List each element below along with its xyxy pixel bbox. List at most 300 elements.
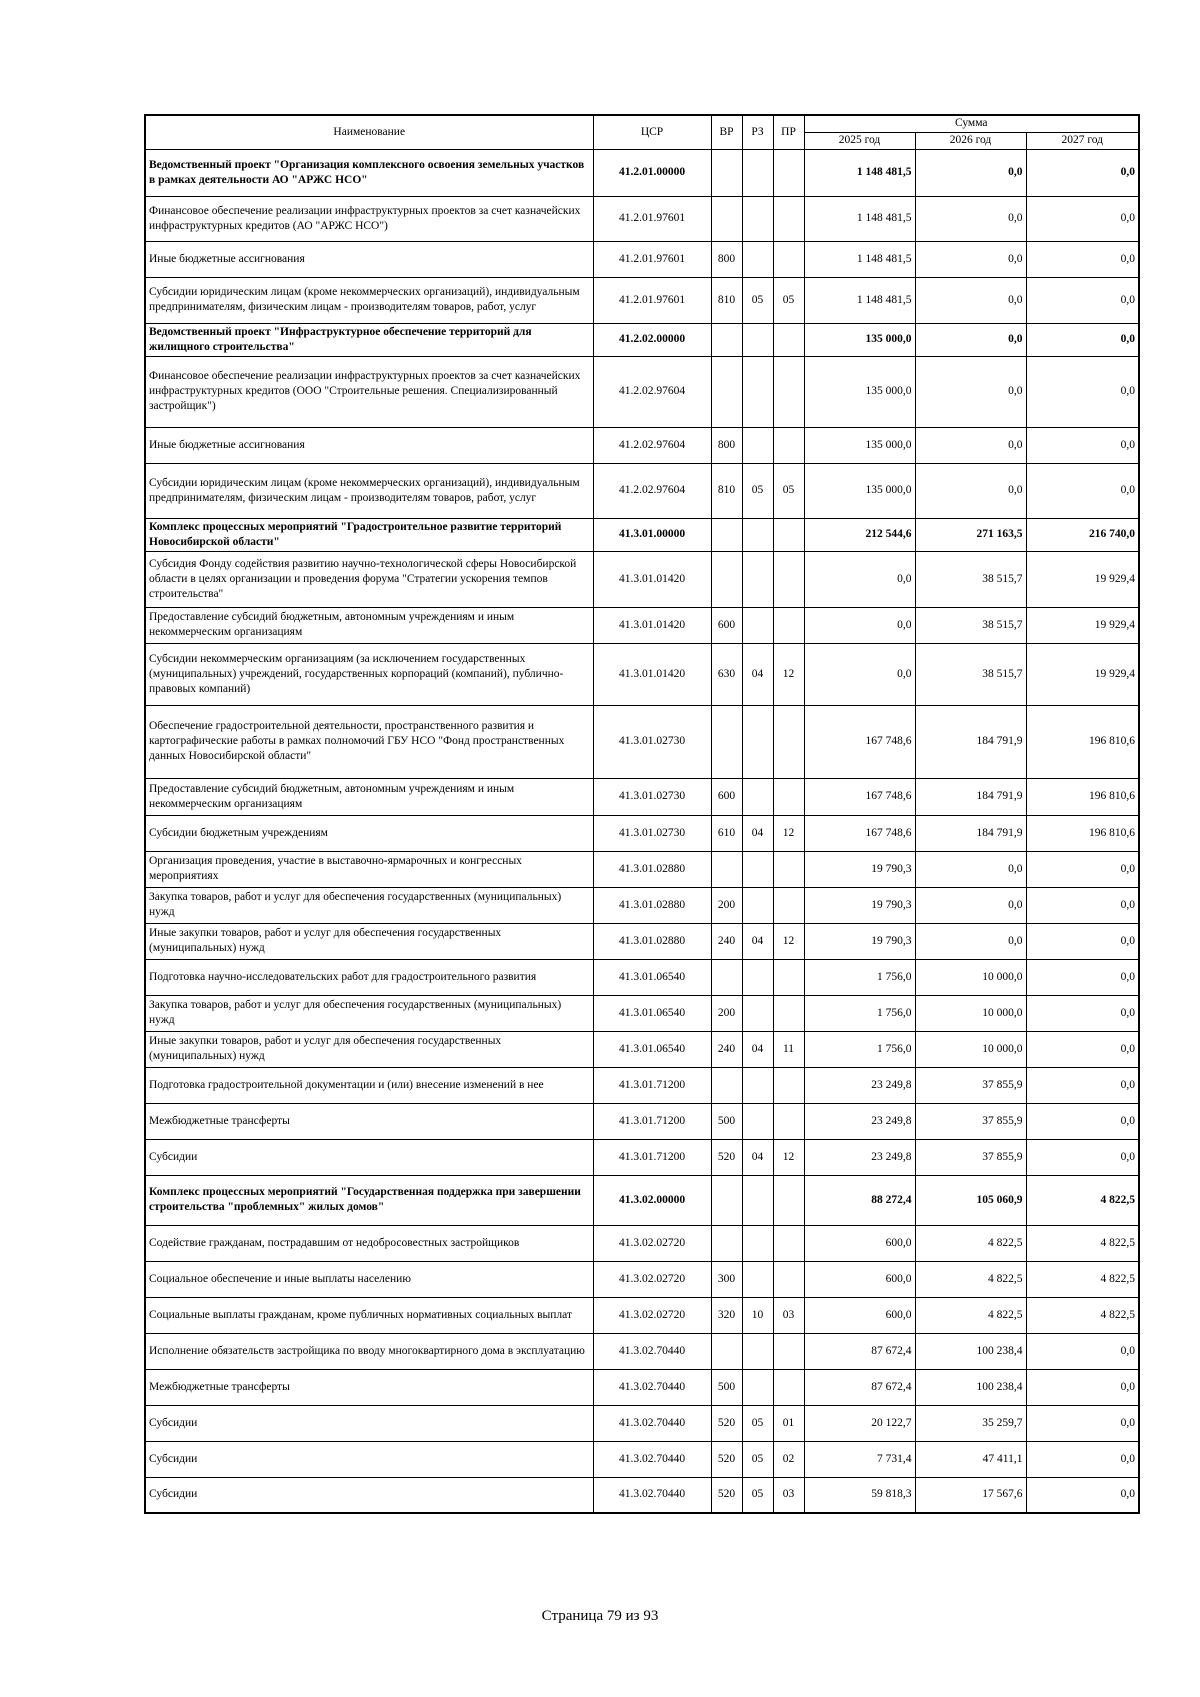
row-rz bbox=[742, 1175, 773, 1225]
row-vr: 610 bbox=[711, 815, 742, 851]
row-name: Организация проведения, участие в выставочно-ярмарочных и конгрессных мероприятиях bbox=[145, 851, 593, 887]
row-pr bbox=[773, 887, 804, 923]
row-csr: 41.3.02.70440 bbox=[593, 1441, 711, 1477]
table-row bbox=[145, 851, 1139, 887]
row-amount-2026: 10 000,0 bbox=[915, 995, 1026, 1031]
table-row bbox=[145, 1139, 1139, 1175]
header-name: Наименование bbox=[145, 115, 593, 149]
row-amount-2026: 17 567,6 bbox=[915, 1477, 1026, 1513]
row-amount-2026: 37 855,9 bbox=[915, 1103, 1026, 1139]
row-amount-2027: 0,0 bbox=[1026, 463, 1139, 518]
row-vr: 600 bbox=[711, 778, 742, 815]
row-name: Обеспечение градостроительной деятельности, пространственного развития и картографические работы в рамках полномочий ГБУ НСО "Фонд пространственных данных Новосибирской области" bbox=[145, 705, 593, 778]
table-row bbox=[145, 149, 1139, 196]
row-amount-2027: 4 822,5 bbox=[1026, 1297, 1139, 1333]
table-row bbox=[145, 277, 1139, 323]
table-row bbox=[145, 1175, 1139, 1225]
row-csr: 41.3.01.02730 bbox=[593, 815, 711, 851]
row-amount-2025: 23 249,8 bbox=[804, 1103, 915, 1139]
row-vr: 500 bbox=[711, 1103, 742, 1139]
table-row bbox=[145, 1103, 1139, 1139]
row-amount-2025: 135 000,0 bbox=[804, 356, 915, 427]
row-pr bbox=[773, 705, 804, 778]
row-amount-2027: 0,0 bbox=[1026, 1067, 1139, 1103]
row-vr bbox=[711, 356, 742, 427]
row-amount-2025: 19 790,3 bbox=[804, 851, 915, 887]
row-name: Предоставление субсидий бюджетным, автономным учреждениям и иным некоммерческим организациям bbox=[145, 778, 593, 815]
row-csr: 41.3.01.06540 bbox=[593, 995, 711, 1031]
row-rz bbox=[742, 551, 773, 607]
row-name: Субсидии bbox=[145, 1405, 593, 1441]
row-pr bbox=[773, 778, 804, 815]
row-amount-2026: 184 791,9 bbox=[915, 778, 1026, 815]
row-name: Субсидии бюджетным учреждениям bbox=[145, 815, 593, 851]
row-name: Содействие гражданам, пострадавшим от недобросовестных застройщиков bbox=[145, 1225, 593, 1261]
row-rz bbox=[742, 196, 773, 241]
row-amount-2025: 0,0 bbox=[804, 643, 915, 705]
table-row bbox=[145, 778, 1139, 815]
row-pr bbox=[773, 1261, 804, 1297]
row-amount-2027: 4 822,5 bbox=[1026, 1175, 1139, 1225]
row-csr: 41.3.01.00000 bbox=[593, 518, 711, 551]
row-rz: 04 bbox=[742, 923, 773, 959]
row-amount-2025: 600,0 bbox=[804, 1261, 915, 1297]
row-pr: 02 bbox=[773, 1441, 804, 1477]
row-vr bbox=[711, 851, 742, 887]
row-amount-2026: 184 791,9 bbox=[915, 815, 1026, 851]
row-amount-2025: 0,0 bbox=[804, 607, 915, 643]
row-vr: 810 bbox=[711, 277, 742, 323]
row-pr: 12 bbox=[773, 1139, 804, 1175]
row-pr bbox=[773, 196, 804, 241]
row-amount-2027: 0,0 bbox=[1026, 1139, 1139, 1175]
row-name: Межбюджетные трансферты bbox=[145, 1103, 593, 1139]
row-name: Финансовое обеспечение реализации инфраструктурных проектов за счет казначейских инфраструктурных кредитов (ООО "Строительные решения. Специализированный застройщик") bbox=[145, 356, 593, 427]
row-amount-2025: 87 672,4 bbox=[804, 1333, 915, 1369]
row-csr: 41.2.01.97601 bbox=[593, 277, 711, 323]
row-csr: 41.3.01.02730 bbox=[593, 778, 711, 815]
row-amount-2026: 100 238,4 bbox=[915, 1333, 1026, 1369]
row-pr: 03 bbox=[773, 1477, 804, 1513]
row-amount-2026: 10 000,0 bbox=[915, 959, 1026, 995]
row-amount-2025: 600,0 bbox=[804, 1297, 915, 1333]
row-vr bbox=[711, 149, 742, 196]
row-amount-2027: 0,0 bbox=[1026, 959, 1139, 995]
row-name: Субсидии bbox=[145, 1139, 593, 1175]
row-pr bbox=[773, 1333, 804, 1369]
row-amount-2026: 0,0 bbox=[915, 463, 1026, 518]
row-csr: 41.2.02.97604 bbox=[593, 356, 711, 427]
row-amount-2025: 135 000,0 bbox=[804, 463, 915, 518]
row-csr: 41.3.01.06540 bbox=[593, 959, 711, 995]
row-rz bbox=[742, 1103, 773, 1139]
row-amount-2027: 19 929,4 bbox=[1026, 607, 1139, 643]
row-rz bbox=[742, 241, 773, 277]
row-amount-2026: 0,0 bbox=[915, 851, 1026, 887]
row-amount-2025: 167 748,6 bbox=[804, 815, 915, 851]
row-amount-2026: 35 259,7 bbox=[915, 1405, 1026, 1441]
page-number: Страница 79 из 93 bbox=[541, 1608, 659, 1624]
row-rz: 04 bbox=[742, 643, 773, 705]
table-row bbox=[145, 923, 1139, 959]
table-body bbox=[145, 149, 1139, 1513]
row-vr bbox=[711, 705, 742, 778]
row-amount-2025: 1 756,0 bbox=[804, 1031, 915, 1067]
row-vr: 810 bbox=[711, 463, 742, 518]
row-amount-2027: 0,0 bbox=[1026, 241, 1139, 277]
row-amount-2027: 196 810,6 bbox=[1026, 778, 1139, 815]
row-amount-2027: 0,0 bbox=[1026, 277, 1139, 323]
row-amount-2027: 0,0 bbox=[1026, 323, 1139, 356]
row-name: Иные закупки товаров, работ и услуг для обеспечения государственных (муниципальных) нужд bbox=[145, 1031, 593, 1067]
row-pr: 12 bbox=[773, 815, 804, 851]
row-rz: 05 bbox=[742, 277, 773, 323]
row-rz: 10 bbox=[742, 1297, 773, 1333]
row-vr: 520 bbox=[711, 1139, 742, 1175]
row-amount-2027: 216 740,0 bbox=[1026, 518, 1139, 551]
row-name: Подготовка градостроительной документации и (или) внесение изменений в нее bbox=[145, 1067, 593, 1103]
table-row bbox=[145, 1369, 1139, 1405]
row-rz bbox=[742, 356, 773, 427]
row-amount-2026: 0,0 bbox=[915, 427, 1026, 463]
table-row bbox=[145, 1297, 1139, 1333]
header-year-2026: 2026 год bbox=[915, 132, 1026, 149]
row-pr: 05 bbox=[773, 463, 804, 518]
row-pr: 05 bbox=[773, 277, 804, 323]
row-amount-2026: 37 855,9 bbox=[915, 1139, 1026, 1175]
row-amount-2025: 20 122,7 bbox=[804, 1405, 915, 1441]
row-amount-2025: 1 148 481,5 bbox=[804, 241, 915, 277]
row-rz bbox=[742, 1261, 773, 1297]
table-row bbox=[145, 323, 1139, 356]
row-name: Исполнение обязательств застройщика по вводу многоквартирного дома в эксплуатацию bbox=[145, 1333, 593, 1369]
row-vr: 240 bbox=[711, 923, 742, 959]
header-year-2027: 2027 год bbox=[1026, 132, 1139, 149]
row-rz: 05 bbox=[742, 1441, 773, 1477]
row-csr: 41.3.01.01420 bbox=[593, 551, 711, 607]
row-amount-2027: 0,0 bbox=[1026, 356, 1139, 427]
row-pr: 01 bbox=[773, 1405, 804, 1441]
row-vr: 800 bbox=[711, 427, 742, 463]
table-row bbox=[145, 1441, 1139, 1477]
row-vr bbox=[711, 518, 742, 551]
row-name: Субсидии юридическим лицам (кроме некоммерческих организаций), индивидуальным предпринимателям, физическим лицам - производителям товаров, работ, услуг bbox=[145, 463, 593, 518]
row-rz bbox=[742, 959, 773, 995]
row-csr: 41.3.01.02880 bbox=[593, 851, 711, 887]
row-vr: 600 bbox=[711, 607, 742, 643]
row-amount-2027: 0,0 bbox=[1026, 851, 1139, 887]
row-amount-2026: 4 822,5 bbox=[915, 1297, 1026, 1333]
row-amount-2026: 0,0 bbox=[915, 887, 1026, 923]
row-amount-2026: 38 515,7 bbox=[915, 607, 1026, 643]
row-pr bbox=[773, 518, 804, 551]
row-vr: 300 bbox=[711, 1261, 742, 1297]
row-rz: 04 bbox=[742, 1031, 773, 1067]
row-csr: 41.3.02.02720 bbox=[593, 1225, 711, 1261]
row-name: Подготовка научно-исследовательских работ для градостроительного развития bbox=[145, 959, 593, 995]
header-vr: ВР bbox=[711, 115, 742, 149]
row-name: Субсидии bbox=[145, 1441, 593, 1477]
row-amount-2026: 4 822,5 bbox=[915, 1261, 1026, 1297]
table-row bbox=[145, 196, 1139, 241]
row-name: Социальное обеспечение и иные выплаты населению bbox=[145, 1261, 593, 1297]
table-row bbox=[145, 643, 1139, 705]
row-pr bbox=[773, 1369, 804, 1405]
table-row bbox=[145, 551, 1139, 607]
row-pr: 11 bbox=[773, 1031, 804, 1067]
row-rz bbox=[742, 705, 773, 778]
row-amount-2026: 0,0 bbox=[915, 149, 1026, 196]
row-name: Субсидия Фонду содействия развитию научно-технологической сферы Новосибирской области в целях организации и проведения форума "Стратегии ускорения темпов строительства" bbox=[145, 551, 593, 607]
row-vr bbox=[711, 551, 742, 607]
row-amount-2026: 4 822,5 bbox=[915, 1225, 1026, 1261]
row-pr bbox=[773, 1225, 804, 1261]
row-csr: 41.3.02.70440 bbox=[593, 1333, 711, 1369]
row-rz bbox=[742, 518, 773, 551]
row-amount-2025: 88 272,4 bbox=[804, 1175, 915, 1225]
row-csr: 41.3.01.02880 bbox=[593, 923, 711, 959]
row-amount-2025: 167 748,6 bbox=[804, 705, 915, 778]
table-row bbox=[145, 1405, 1139, 1441]
budget-table bbox=[144, 114, 1140, 1514]
row-rz: 05 bbox=[742, 463, 773, 518]
header-year-2025: 2025 год bbox=[804, 132, 915, 149]
row-name: Комплекс процессных мероприятий "Государственная поддержка при завершении строительства "проблемных" жилых домов" bbox=[145, 1175, 593, 1225]
row-amount-2025: 135 000,0 bbox=[804, 427, 915, 463]
row-rz bbox=[742, 851, 773, 887]
row-rz bbox=[742, 607, 773, 643]
row-csr: 41.2.02.97604 bbox=[593, 463, 711, 518]
row-rz: 04 bbox=[742, 1139, 773, 1175]
row-rz bbox=[742, 778, 773, 815]
row-vr bbox=[711, 323, 742, 356]
table-row bbox=[145, 1031, 1139, 1067]
table-row bbox=[145, 1333, 1139, 1369]
row-rz: 05 bbox=[742, 1405, 773, 1441]
row-vr: 500 bbox=[711, 1369, 742, 1405]
row-vr: 800 bbox=[711, 241, 742, 277]
row-name: Ведомственный проект "Организация комплексного освоения земельных участков в рамках деятельности АО "АРЖС НСО" bbox=[145, 149, 593, 196]
table-row bbox=[145, 463, 1139, 518]
row-amount-2027: 0,0 bbox=[1026, 1477, 1139, 1513]
row-amount-2027: 0,0 bbox=[1026, 923, 1139, 959]
row-rz bbox=[742, 149, 773, 196]
row-amount-2026: 37 855,9 bbox=[915, 1067, 1026, 1103]
header-rz: РЗ bbox=[742, 115, 773, 149]
row-csr: 41.3.02.70440 bbox=[593, 1405, 711, 1441]
row-vr bbox=[711, 1067, 742, 1103]
row-pr bbox=[773, 851, 804, 887]
row-amount-2027: 0,0 bbox=[1026, 1369, 1139, 1405]
row-amount-2025: 167 748,6 bbox=[804, 778, 915, 815]
row-amount-2027: 0,0 bbox=[1026, 1031, 1139, 1067]
row-csr: 41.3.01.02730 bbox=[593, 705, 711, 778]
row-amount-2025: 7 731,4 bbox=[804, 1441, 915, 1477]
row-vr: 200 bbox=[711, 887, 742, 923]
table-row bbox=[145, 241, 1139, 277]
row-amount-2026: 0,0 bbox=[915, 196, 1026, 241]
row-pr bbox=[773, 356, 804, 427]
row-amount-2025: 1 148 481,5 bbox=[804, 196, 915, 241]
table-row bbox=[145, 518, 1139, 551]
table-row bbox=[145, 1261, 1139, 1297]
row-name: Предоставление субсидий бюджетным, автономным учреждениям и иным некоммерческим организациям bbox=[145, 607, 593, 643]
row-vr bbox=[711, 196, 742, 241]
row-amount-2025: 87 672,4 bbox=[804, 1369, 915, 1405]
row-amount-2026: 184 791,9 bbox=[915, 705, 1026, 778]
row-amount-2027: 19 929,4 bbox=[1026, 643, 1139, 705]
row-pr bbox=[773, 995, 804, 1031]
row-amount-2027: 0,0 bbox=[1026, 887, 1139, 923]
row-amount-2027: 0,0 bbox=[1026, 196, 1139, 241]
row-name: Субсидии юридическим лицам (кроме некоммерческих организаций), индивидуальным предпринимателям, физическим лицам - производителям товаров, работ, услуг bbox=[145, 277, 593, 323]
row-amount-2027: 196 810,6 bbox=[1026, 705, 1139, 778]
row-vr: 520 bbox=[711, 1405, 742, 1441]
row-pr bbox=[773, 551, 804, 607]
row-amount-2025: 19 790,3 bbox=[804, 887, 915, 923]
row-csr: 41.3.01.01420 bbox=[593, 607, 711, 643]
row-rz bbox=[742, 1067, 773, 1103]
row-vr bbox=[711, 1175, 742, 1225]
row-csr: 41.3.01.71200 bbox=[593, 1139, 711, 1175]
table-row bbox=[145, 705, 1139, 778]
row-csr: 41.2.01.97601 bbox=[593, 241, 711, 277]
row-pr bbox=[773, 1067, 804, 1103]
row-rz bbox=[742, 1225, 773, 1261]
row-csr: 41.3.01.06540 bbox=[593, 1031, 711, 1067]
row-amount-2027: 19 929,4 bbox=[1026, 551, 1139, 607]
row-rz bbox=[742, 323, 773, 356]
row-vr: 200 bbox=[711, 995, 742, 1031]
table-row bbox=[145, 815, 1139, 851]
row-amount-2025: 59 818,3 bbox=[804, 1477, 915, 1513]
row-csr: 41.2.02.97604 bbox=[593, 427, 711, 463]
row-name: Иные бюджетные ассигнования bbox=[145, 427, 593, 463]
row-rz bbox=[742, 887, 773, 923]
row-pr bbox=[773, 241, 804, 277]
row-csr: 41.3.01.71200 bbox=[593, 1103, 711, 1139]
row-amount-2025: 1 148 481,5 bbox=[804, 149, 915, 196]
table-row bbox=[145, 959, 1139, 995]
row-csr: 41.3.02.00000 bbox=[593, 1175, 711, 1225]
row-pr bbox=[773, 427, 804, 463]
row-amount-2027: 0,0 bbox=[1026, 1405, 1139, 1441]
row-amount-2025: 212 544,6 bbox=[804, 518, 915, 551]
table-row bbox=[145, 607, 1139, 643]
row-amount-2027: 4 822,5 bbox=[1026, 1225, 1139, 1261]
row-amount-2025: 1 148 481,5 bbox=[804, 277, 915, 323]
row-pr bbox=[773, 323, 804, 356]
row-amount-2027: 4 822,5 bbox=[1026, 1261, 1139, 1297]
row-amount-2025: 19 790,3 bbox=[804, 923, 915, 959]
row-csr: 41.3.01.01420 bbox=[593, 643, 711, 705]
table-row bbox=[145, 1477, 1139, 1513]
row-amount-2026: 0,0 bbox=[915, 277, 1026, 323]
row-csr: 41.2.01.97601 bbox=[593, 196, 711, 241]
row-name: Иные бюджетные ассигнования bbox=[145, 241, 593, 277]
row-amount-2027: 0,0 bbox=[1026, 1103, 1139, 1139]
row-amount-2027: 0,0 bbox=[1026, 1441, 1139, 1477]
row-name: Закупка товаров, работ и услуг для обеспечения государственных (муниципальных) нужд bbox=[145, 995, 593, 1031]
row-name: Межбюджетные трансферты bbox=[145, 1369, 593, 1405]
row-pr: 12 bbox=[773, 643, 804, 705]
row-vr bbox=[711, 1333, 742, 1369]
row-csr: 41.3.02.70440 bbox=[593, 1369, 711, 1405]
table-row bbox=[145, 1067, 1139, 1103]
row-pr bbox=[773, 959, 804, 995]
row-amount-2025: 23 249,8 bbox=[804, 1067, 915, 1103]
row-amount-2026: 0,0 bbox=[915, 323, 1026, 356]
row-amount-2026: 38 515,7 bbox=[915, 643, 1026, 705]
row-vr: 320 bbox=[711, 1297, 742, 1333]
row-name: Субсидии некоммерческим организациям (за исключением государственных (муниципальных) учреждений, государственных корпораций (компаний), публично-правовых компаний) bbox=[145, 643, 593, 705]
row-csr: 41.3.02.70440 bbox=[593, 1477, 711, 1513]
row-amount-2027: 196 810,6 bbox=[1026, 815, 1139, 851]
row-rz: 05 bbox=[742, 1477, 773, 1513]
row-name: Финансовое обеспечение реализации инфраструктурных проектов за счет казначейских инфраструктурных кредитов (АО "АРЖС НСО") bbox=[145, 196, 593, 241]
header-sum: Сумма bbox=[804, 115, 1139, 132]
row-amount-2026: 0,0 bbox=[915, 356, 1026, 427]
row-pr: 12 bbox=[773, 923, 804, 959]
row-name: Иные закупки товаров, работ и услуг для обеспечения государственных (муниципальных) нужд bbox=[145, 923, 593, 959]
row-vr: 630 bbox=[711, 643, 742, 705]
row-vr: 240 bbox=[711, 1031, 742, 1067]
row-amount-2026: 47 411,1 bbox=[915, 1441, 1026, 1477]
row-csr: 41.3.02.02720 bbox=[593, 1297, 711, 1333]
row-vr bbox=[711, 1225, 742, 1261]
row-rz bbox=[742, 995, 773, 1031]
row-csr: 41.3.02.02720 bbox=[593, 1261, 711, 1297]
row-rz: 04 bbox=[742, 815, 773, 851]
table-row bbox=[145, 427, 1139, 463]
row-pr: 03 bbox=[773, 1297, 804, 1333]
row-pr bbox=[773, 1175, 804, 1225]
table-row bbox=[145, 995, 1139, 1031]
row-rz bbox=[742, 1333, 773, 1369]
row-pr bbox=[773, 607, 804, 643]
row-csr: 41.2.01.00000 bbox=[593, 149, 711, 196]
row-name: Ведомственный проект "Инфраструктурное обеспечение территорий для жилищного строительства" bbox=[145, 323, 593, 356]
row-csr: 41.3.01.71200 bbox=[593, 1067, 711, 1103]
row-amount-2026: 0,0 bbox=[915, 923, 1026, 959]
row-amount-2026: 38 515,7 bbox=[915, 551, 1026, 607]
row-amount-2026: 0,0 bbox=[915, 241, 1026, 277]
row-amount-2027: 0,0 bbox=[1026, 995, 1139, 1031]
header-csr: ЦСР bbox=[593, 115, 711, 149]
row-amount-2027: 0,0 bbox=[1026, 427, 1139, 463]
row-amount-2026: 271 163,5 bbox=[915, 518, 1026, 551]
row-pr bbox=[773, 149, 804, 196]
row-csr: 41.2.02.00000 bbox=[593, 323, 711, 356]
table-row bbox=[145, 1225, 1139, 1261]
table-row bbox=[145, 887, 1139, 923]
row-csr: 41.3.01.02880 bbox=[593, 887, 711, 923]
row-name: Социальные выплаты гражданам, кроме публичных нормативных социальных выплат bbox=[145, 1297, 593, 1333]
row-amount-2025: 23 249,8 bbox=[804, 1139, 915, 1175]
row-pr bbox=[773, 1103, 804, 1139]
row-rz bbox=[742, 427, 773, 463]
row-vr: 520 bbox=[711, 1441, 742, 1477]
row-amount-2025: 1 756,0 bbox=[804, 959, 915, 995]
row-amount-2027: 0,0 bbox=[1026, 149, 1139, 196]
row-name: Закупка товаров, работ и услуг для обеспечения государственных (муниципальных) нужд bbox=[145, 887, 593, 923]
row-vr bbox=[711, 959, 742, 995]
row-name: Комплекс процессных мероприятий "Градостроительное развитие территорий Новосибирской области" bbox=[145, 518, 593, 551]
row-amount-2025: 0,0 bbox=[804, 551, 915, 607]
row-amount-2025: 600,0 bbox=[804, 1225, 915, 1261]
header-pr: ПР bbox=[773, 115, 804, 149]
row-amount-2027: 0,0 bbox=[1026, 1333, 1139, 1369]
